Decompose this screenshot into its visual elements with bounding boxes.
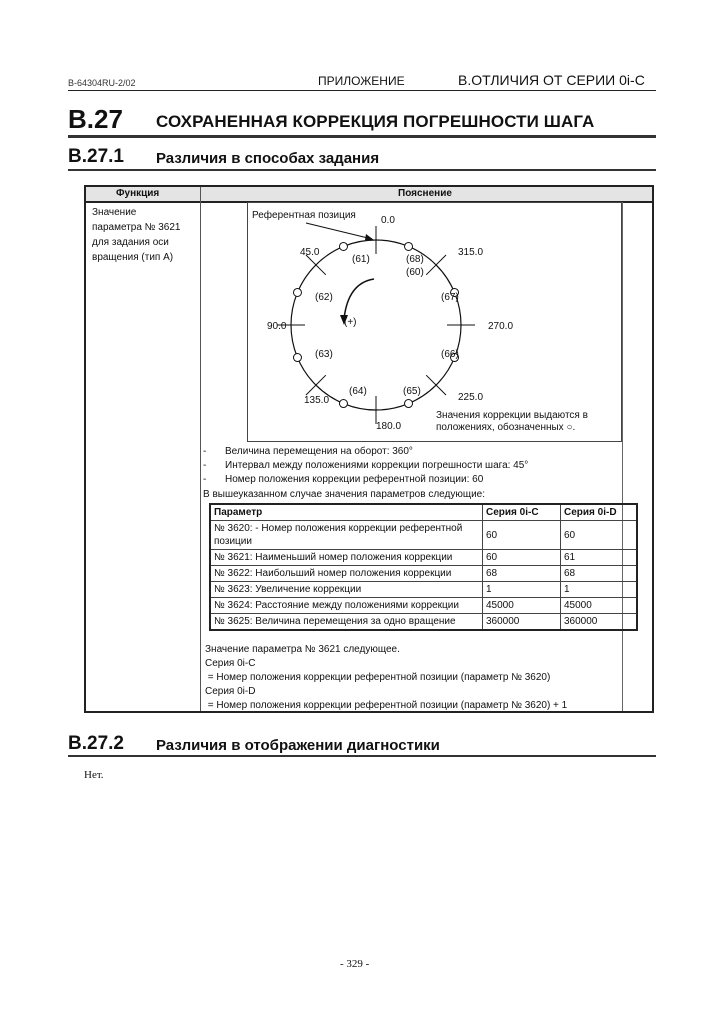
subsection2-title: Различия в отображении диагностики (156, 737, 440, 754)
value-cell: 61 (561, 550, 638, 566)
value-cell: 60 (483, 521, 561, 550)
correction-point-marker (293, 354, 301, 362)
conclusion-line: = Номер положения коррекции референтной позиции (параметр № 3620) (205, 672, 551, 683)
conclusion-text (205, 643, 567, 713)
bullet-text: Интервал между положениями коррекции погрешности шага: 45° (225, 460, 529, 471)
position-label: (60) (406, 267, 424, 278)
bullet-list (203, 445, 528, 487)
subsection2-rule (68, 755, 656, 757)
value-cell: 60 (483, 550, 561, 566)
angle-label: 315.0 (458, 247, 484, 258)
bullet-dash: - (203, 446, 207, 457)
angle-label: 135.0 (304, 395, 330, 406)
section-rule (68, 135, 656, 138)
correction-point-marker (405, 400, 413, 408)
param-cell: № 3625: Величина перемещения за одно вращение (210, 614, 483, 631)
value-cell: 45000 (483, 598, 561, 614)
value-cell: 68 (483, 566, 561, 582)
rotation-label: (+) (344, 317, 357, 328)
position-label: (66) (441, 349, 459, 360)
correction-point-marker (405, 242, 413, 250)
header-rule (68, 90, 656, 91)
param-cell: № 3620: - Номер положения коррекции референтной позиции (210, 521, 483, 550)
value-cell: 1 (561, 582, 638, 598)
param-cell: № 3623: Увеличение коррекции (210, 582, 483, 598)
param-cell: № 3622: Наибольший номер положения коррекции (210, 566, 483, 582)
bullet-item (203, 473, 528, 487)
position-label: (64) (349, 386, 367, 397)
param-cell: № 3624: Расстояние между положениями коррекции (210, 598, 483, 614)
value-cell: 60 (561, 521, 638, 550)
subsection2-body: Нет. (84, 769, 104, 781)
value-cell: 45000 (561, 598, 638, 614)
value-cell: 68 (561, 566, 638, 582)
position-label: (67) (441, 292, 459, 303)
position-label: (61) (352, 254, 370, 265)
bullet-dash: - (203, 474, 207, 485)
param-cell: № 3621: Наименьший номер положения коррекции (210, 550, 483, 566)
header-explanation: Пояснение (398, 188, 452, 199)
position-label: (68) (406, 254, 424, 265)
table-row (210, 598, 637, 614)
position-label: (62) (315, 292, 333, 303)
doc-code: B-64304RU-2/02 (68, 78, 136, 88)
rotation-arrow (344, 279, 374, 319)
subsection1-rule (68, 169, 656, 171)
parameter-table (209, 503, 638, 631)
bullet-dash: - (203, 460, 207, 471)
bullet-text: Номер положения коррекции референтной позиции: 60 (225, 474, 484, 485)
section-number: B.27 (68, 104, 123, 134)
angle-label: 180.0 (376, 421, 402, 432)
bullet-item (203, 445, 528, 459)
function-line: вращения (тип А) (92, 252, 174, 263)
note-line: положениях, обозначенных ○. (436, 422, 576, 433)
angle-label: 90.0 (267, 321, 287, 332)
intro-text: В вышеуказанном случае значения параметров следующие: (203, 489, 486, 500)
section-title: СОХРАНЕННАЯ КОРРЕКЦИЯ ПОГРЕШНОСТИ ШАГА (156, 112, 595, 131)
position-label: (65) (403, 386, 421, 397)
function-cell (92, 205, 200, 265)
header-cell: Серия 0i-C (483, 504, 561, 521)
correction-point-marker (293, 288, 301, 296)
angle-label: 270.0 (488, 321, 514, 332)
bullet-text: Величина перемещения на оборот: 360° (225, 446, 413, 457)
header-chapter: B.ОТЛИЧИЯ ОТ СЕРИИ 0i-C (458, 72, 645, 88)
function-line: Значение (92, 207, 137, 218)
note-line: Значения коррекции выдаются в (436, 410, 588, 421)
angle-label: 45.0 (300, 247, 320, 258)
page-number: - 329 - (340, 958, 370, 970)
header-cell: Параметр (210, 504, 483, 521)
diagram-svg (248, 203, 623, 443)
subsection1-title: Различия в способах задания (156, 150, 380, 167)
ref-label: Референтная позиция (252, 210, 356, 221)
conclusion-line: Значение параметра № 3621 следующее. (205, 644, 400, 655)
conclusion-line: Серия 0i-D (205, 686, 256, 697)
function-line: для задания оси (92, 237, 169, 248)
ref-pointer-line (306, 223, 372, 239)
pitch-error-diagram (247, 202, 622, 442)
subsection2-number: B.27.2 (68, 733, 124, 754)
table-row (210, 550, 637, 566)
angle-label: 0.0 (381, 215, 395, 226)
conclusion-line: Серия 0i-C (205, 658, 256, 669)
value-cell: 360000 (561, 614, 638, 631)
table-row (210, 614, 637, 631)
table-row (210, 582, 637, 598)
subsection1-number: B.27.1 (68, 146, 124, 167)
correction-point-marker (339, 242, 347, 250)
table-row (210, 521, 637, 550)
header-cell: Серия 0i-D (561, 504, 638, 521)
table-header-row (86, 187, 652, 203)
value-cell: 360000 (483, 614, 561, 631)
value-cell: 1 (483, 582, 561, 598)
column-divider (200, 187, 201, 711)
conclusion-line: = Номер положения коррекции референтной позиции (параметр № 3620) + 1 (205, 700, 568, 711)
correction-point-marker (339, 400, 347, 408)
header-section: ПРИЛОЖЕНИЕ (318, 74, 405, 88)
function-line: параметра № 3621 (92, 222, 181, 233)
header-function: Функция (116, 188, 160, 199)
table-row (210, 566, 637, 582)
ref-pointer-arrowhead (365, 234, 374, 240)
position-label: (63) (315, 349, 333, 360)
table-header-row (210, 504, 637, 521)
angle-label: 225.0 (458, 392, 484, 403)
bullet-item (203, 459, 528, 473)
